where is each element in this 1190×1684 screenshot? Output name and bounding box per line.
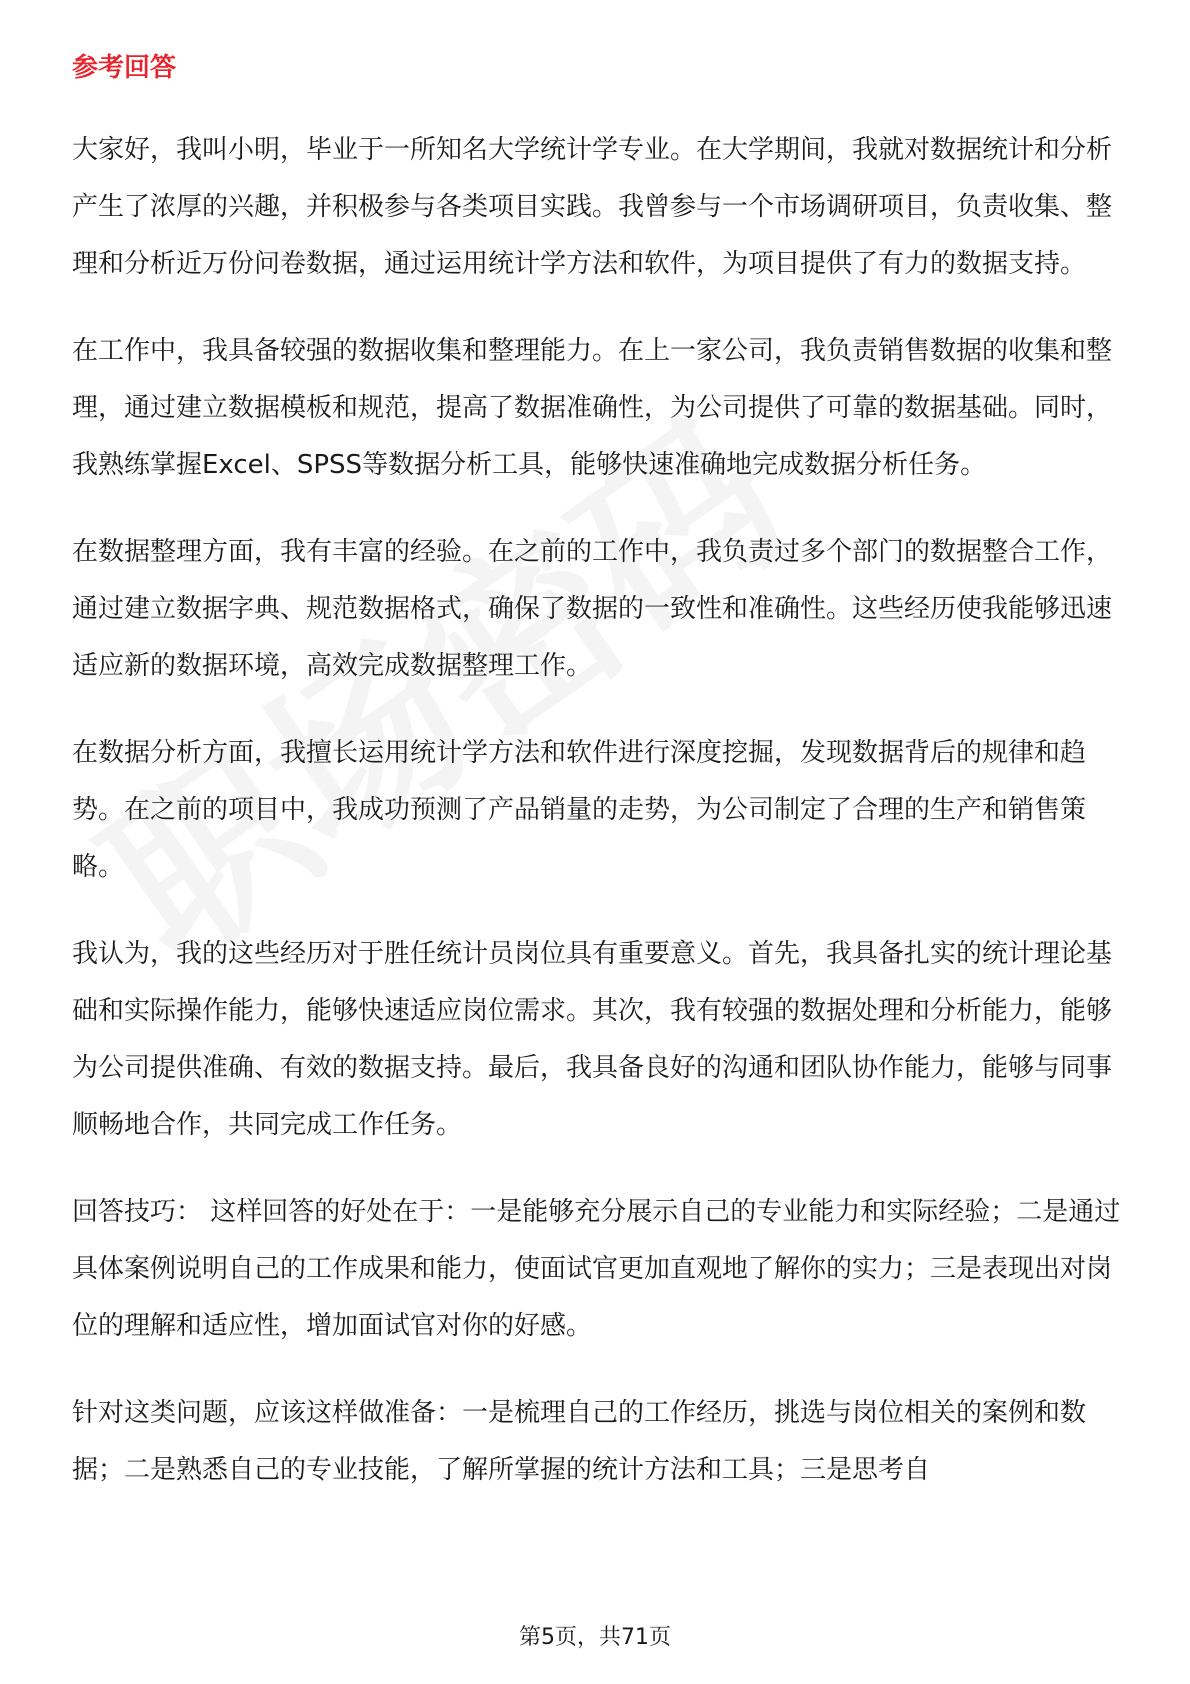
paragraph-work: 在工作中，我具备较强的数据收集和整理能力。在上一家公司，我负责销售数据的收集和整理，通过建立数据模板和规范，提高了数据准确性，为公司提供了可靠的数据基础。同时，我熟练掌握Excel、SPSS等数据分析工具，能够快速准确地完成数据分析任务。 bbox=[72, 336, 1113, 481]
document-page bbox=[72, 50, 1122, 1529]
paragraph-data-organization: 在数据整理方面，我有丰富的经验。在之前的工作中，我负责过多个部门的数据整合工作，通过建立数据字典、规范数据格式，确保了数据的一致性和准确性。这些经历使我能够迅速适应新的数据环境，高效完成数据整理工作。 bbox=[72, 537, 1113, 682]
paragraph-data-analysis: 在数据分析方面，我擅长运用统计学方法和软件进行深度挖掘，发现数据背后的规律和趋势。在之前的项目中，我成功预测了产品销量的走势，为公司制定了合理的生产和销售策略。 bbox=[72, 738, 1087, 883]
paragraph-answer-tips: 回答技巧： 这样回答的好处在于：一是能够充分展示自己的专业能力和实际经验；二是通过具体案例说明自己的工作成果和能力，使面试官更加直观地了解你的实力；三是表现出对岗位的理解和适应性，增加面试官对你的好感。 bbox=[72, 1197, 1121, 1342]
paragraph-intro: 大家好，我叫小明，毕业于一所知名大学统计学专业。在大学期间，我就对数据统计和分析产生了浓厚的兴趣，并积极参与各类项目实践。我曾参与一个市场调研项目，负责收集、整理和分析近万份问卷数据，通过运用统计学方法和软件，为项目提供了有力的数据支持。 bbox=[72, 135, 1113, 280]
paragraph-preparation: 针对这类问题，应该这样做准备：一是梳理自己的工作经历，挑选与岗位相关的案例和数据；二是熟悉自己的专业技能，了解所掌握的统计方法和工具；三是思考自 bbox=[72, 1398, 1087, 1486]
section-title: 参考回答 bbox=[72, 53, 177, 83]
page-number-footer: 第5页，共71页 bbox=[519, 1625, 671, 1650]
paragraph-significance: 我认为，我的这些经历对于胜任统计员岗位具有重要意义。首先，我具备扎实的统计理论基础和实际操作能力，能够快速适应岗位需求。其次，我有较强的数据处理和分析能力，能够为公司提供准确、有效的数据支持。最后，我具备良好的沟通和团队协作能力，能够与同事顺畅地合作，共同完成工作任务。 bbox=[72, 939, 1113, 1141]
